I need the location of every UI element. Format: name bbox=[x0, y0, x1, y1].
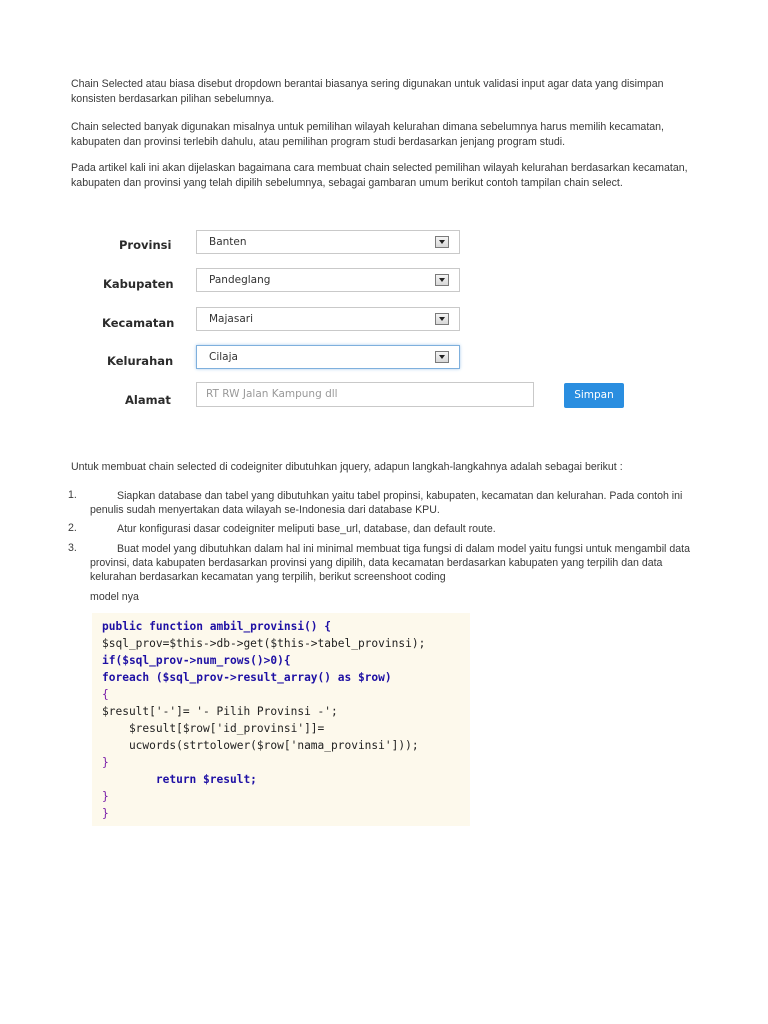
kecamatan-select[interactable] bbox=[196, 307, 460, 331]
code-line: { bbox=[102, 688, 109, 701]
kabupaten-select[interactable] bbox=[196, 268, 460, 292]
code-line: $result[$row['id_provinsi']]= bbox=[102, 722, 325, 735]
code-line: if($sql_prov->num_rows()>0){ bbox=[102, 654, 291, 667]
intro-paragraph-3: Pada artikel kali ini akan dijelaskan bagaimana cara membuat chain selected pemilihan wilayah kelurahan berdasarkan kecamatan, kabupaten dan provinsi yang telah dipilih sebelumnya, sebagai gambaran umum berikut contoh tampilan chain select. bbox=[71, 162, 688, 189]
code-line: $sql_prov=$this->db->get($this->tabel_provinsi); bbox=[102, 637, 426, 650]
code-block bbox=[92, 613, 470, 826]
kecamatan-label: Kecamatan bbox=[102, 316, 175, 330]
dropdown-arrow-icon[interactable] bbox=[435, 236, 449, 248]
code-line: ucwords(strtolower($row['nama_provinsi'])); bbox=[102, 739, 419, 752]
code-line: } bbox=[102, 790, 109, 803]
dropdown-arrow-icon[interactable] bbox=[435, 313, 449, 325]
code-lines bbox=[102, 618, 425, 822]
dropdown-arrow-icon[interactable] bbox=[435, 351, 449, 363]
dropdown-arrow-icon[interactable] bbox=[435, 274, 449, 286]
provinsi-label: Provinsi bbox=[119, 238, 172, 252]
code-line: public function ambil_provinsi() { bbox=[102, 620, 332, 633]
code-line: } bbox=[102, 807, 109, 820]
kabupaten-label: Kabupaten bbox=[103, 277, 174, 291]
kelurahan-value: Cilaja bbox=[209, 351, 238, 363]
step-item: Siapkan database dan tabel yang dibutuhkan yaitu tabel propinsi, kabupaten, kecamatan dan kelurahan. Pada contoh ini penulis sudah menyertakan data wilayah se-Indonesia dari database KPU. bbox=[90, 490, 683, 516]
provinsi-select[interactable] bbox=[196, 230, 460, 254]
kabupaten-value: Pandeglang bbox=[209, 274, 271, 286]
intro-paragraph-1: Chain Selected atau biasa disebut dropdown berantai biasanya sering digunakan untuk validasi input agar data yang disimpan konsisten berdasarkan pilihan sebelumnya. bbox=[71, 78, 664, 105]
simpan-button[interactable]: Simpan bbox=[564, 383, 624, 408]
intro-paragraph-2: Chain selected banyak digunakan misalnya untuk pemilihan wilayah kelurahan dimana sebelumnya harus memilih kecamatan, kabupaten dan provinsi terlebih dahulu, atau pemilihan program studi berdasarkan jenjang program studi. bbox=[71, 121, 664, 148]
alamat-input[interactable]: RT RW Jalan Kampung dll bbox=[196, 382, 534, 407]
step-item: Atur konfigurasi dasar codeigniter meliputi base_url, database, dan default route. bbox=[117, 523, 496, 535]
kelurahan-label: Kelurahan bbox=[107, 354, 174, 368]
step-number: 2. bbox=[68, 522, 77, 534]
code-line: $result['-']= '- Pilih Provinsi -'; bbox=[102, 705, 338, 718]
kelurahan-select[interactable] bbox=[196, 345, 460, 369]
alamat-label: Alamat bbox=[125, 393, 171, 407]
steps-intro: Untuk membuat chain selected di codeigniter dibutuhkan jquery, adapun langkah-langkahnya adalah sebagai berikut : bbox=[71, 461, 623, 473]
step-number: 1. bbox=[68, 489, 77, 501]
kecamatan-value: Majasari bbox=[209, 313, 253, 325]
provinsi-value: Banten bbox=[209, 236, 247, 248]
code-line: foreach ($sql_prov->result_array() as $row) bbox=[102, 671, 392, 684]
step-number: 3. bbox=[68, 542, 77, 554]
code-line: return $result; bbox=[102, 773, 257, 786]
step-item: Buat model yang dibutuhkan dalam hal ini minimal membuat tiga fungsi di dalam model yaitu fungsi untuk mengambil data provinsi, data kabupaten berdasarkan provinsi yang dipilih, data kecamatan berdasarkan kabupaten yang terpilih dan data kelurahan berdasarkan kecamatan yang terpilih, berikut screenshoot coding bbox=[90, 543, 690, 583]
model-note: model nya bbox=[90, 591, 139, 603]
code-line: } bbox=[102, 756, 109, 769]
